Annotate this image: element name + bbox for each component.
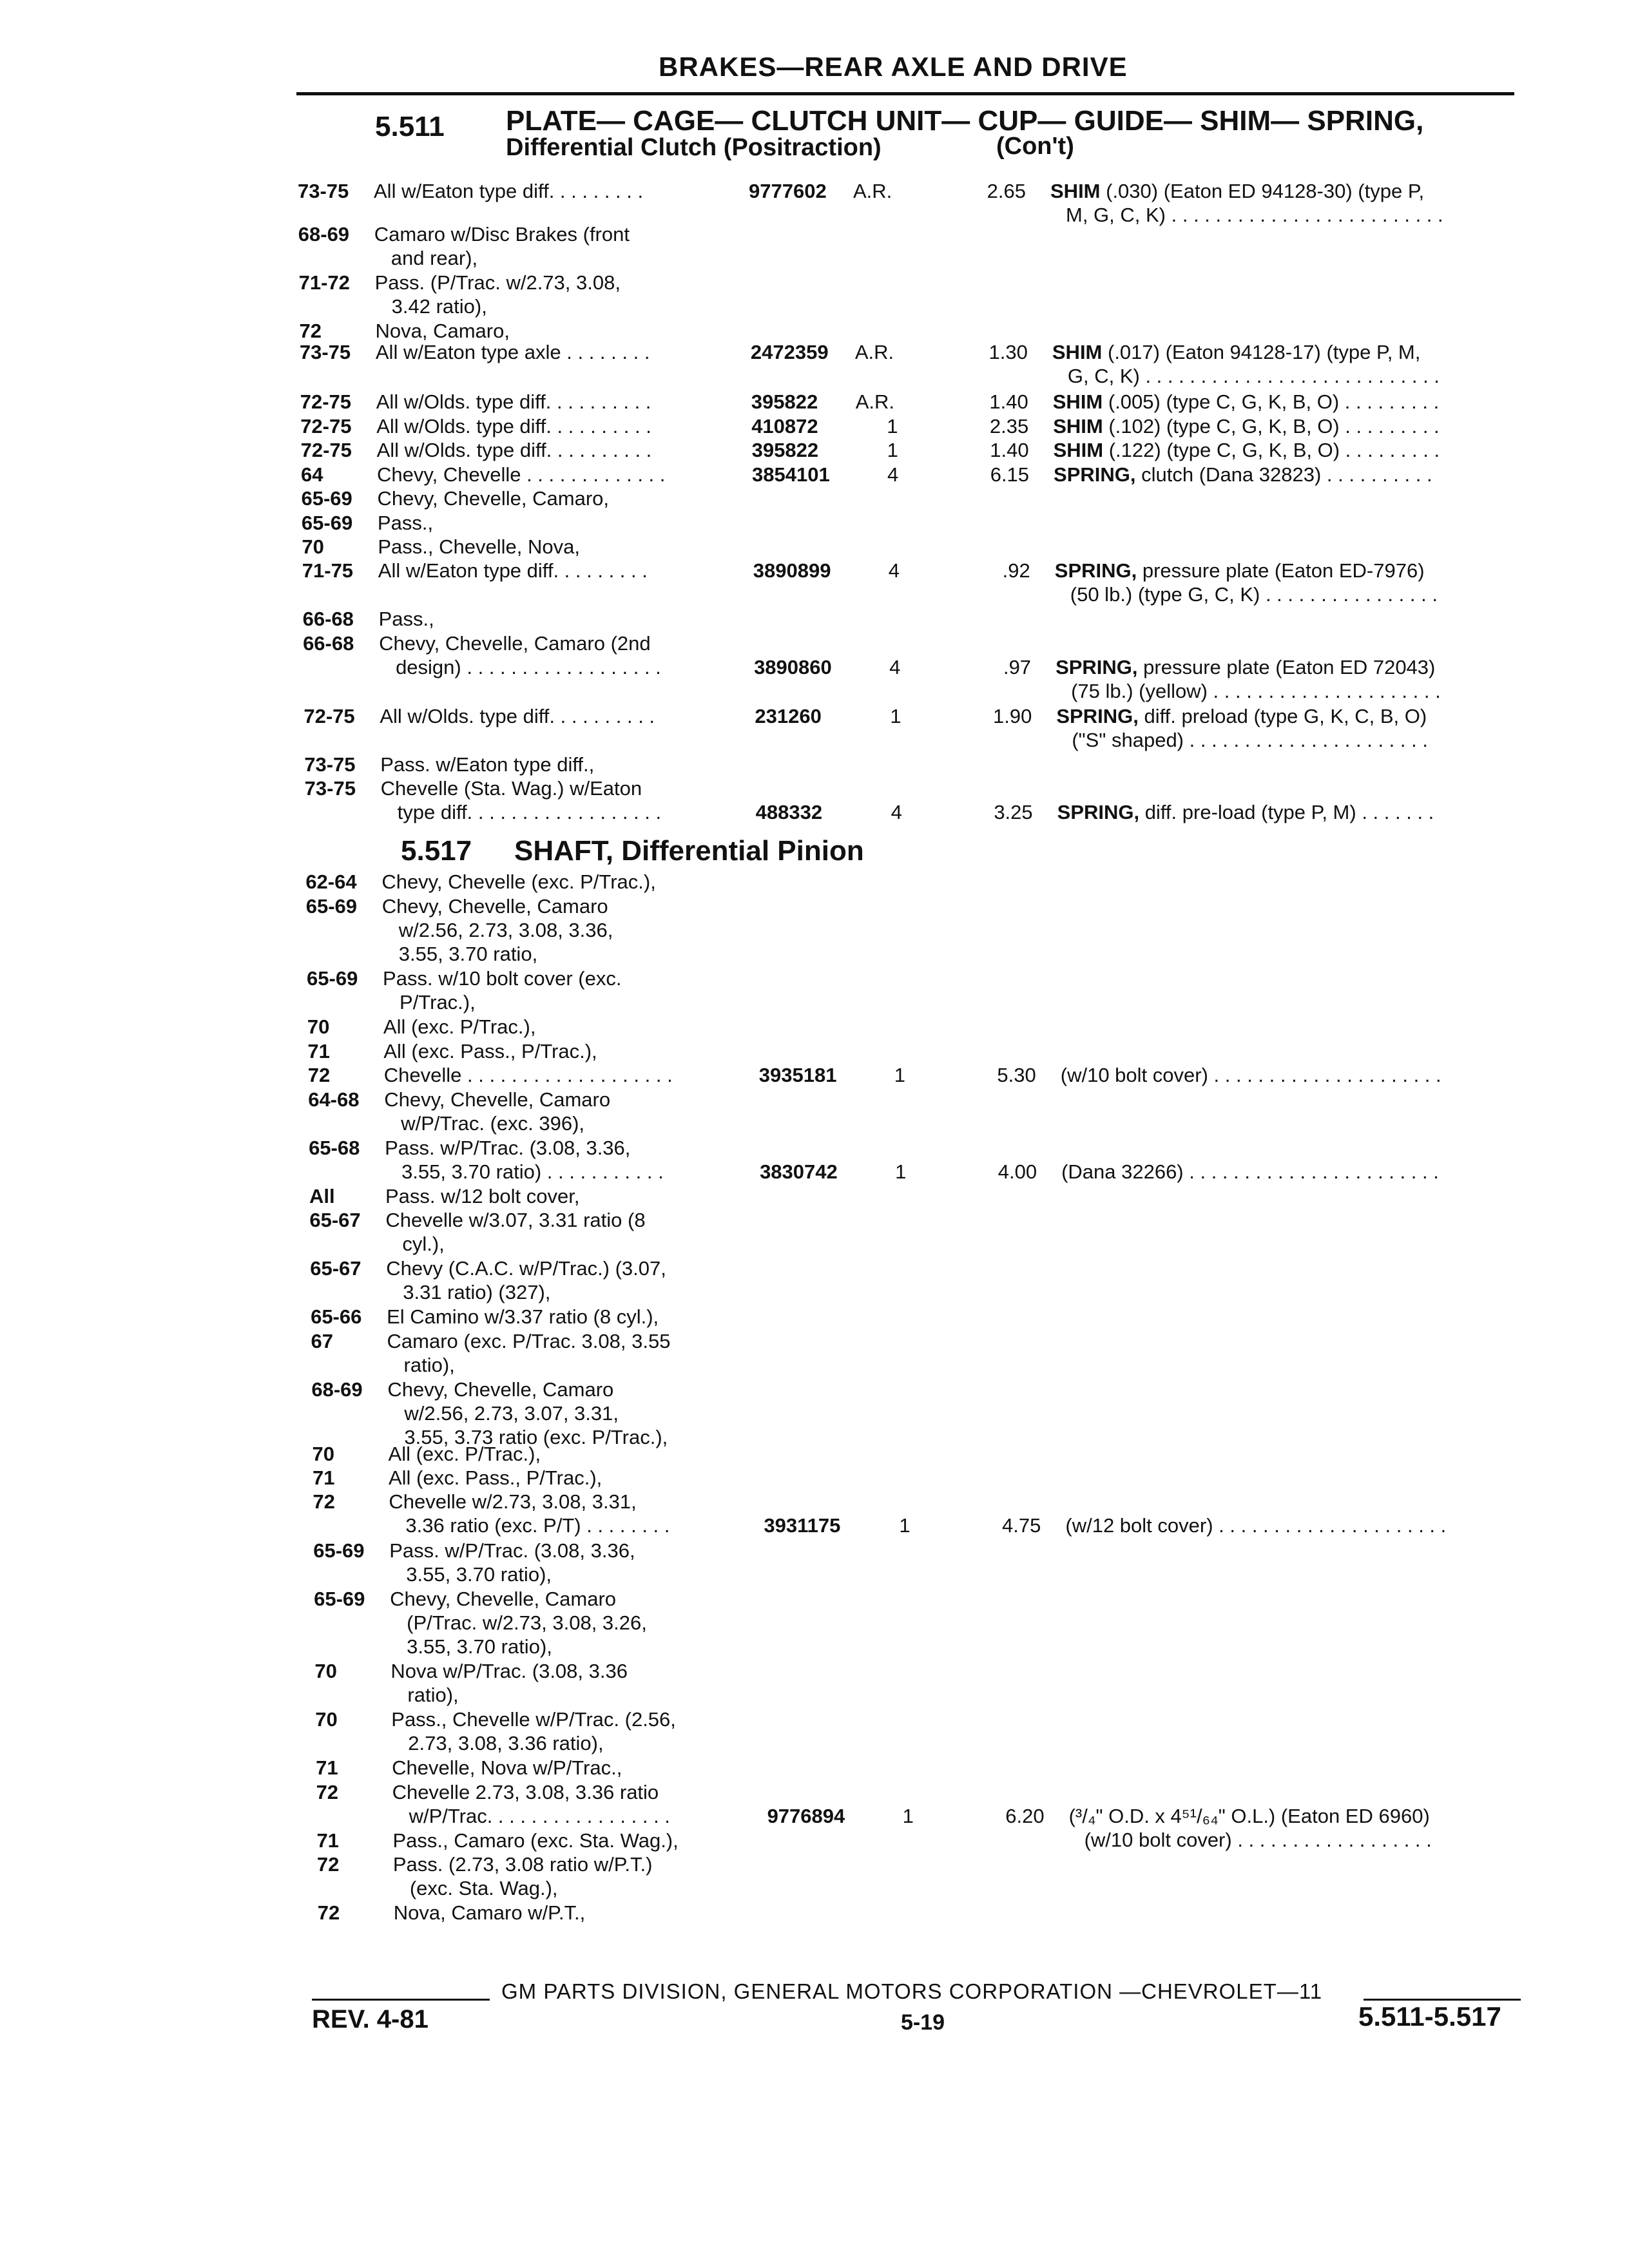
application-line: Chevelle . . . . . . . . . . . . . . . . . . . xyxy=(383,1064,673,1086)
application-line: (exc. Sta. Wag.), xyxy=(409,1877,558,1899)
application xyxy=(385,1136,1029,1184)
description-line: (75 lb.) (yellow) . . . . . . . . . . . . . . . . . . . . . xyxy=(1071,680,1441,702)
description-line: SPRING, clutch (Dana 32823) . . . . . . . . . . xyxy=(1054,463,1432,486)
part-number: 3890860 xyxy=(754,656,832,678)
application xyxy=(393,1852,1037,1900)
description-line: SHIM (.030) (Eaton ED 94128-30) (type P, xyxy=(1050,180,1425,202)
description-line: (50 lb.) (type G, C, K) . . . . . . . . . . . . . . . . xyxy=(1070,583,1438,606)
model-years: 70 xyxy=(307,1015,330,1038)
part-number: 3830742 xyxy=(760,1160,838,1183)
application xyxy=(383,1039,1028,1063)
description-line: (³/₄" O.D. x 4⁵¹/₆₄" O.L.) (Eaton ED 6960) xyxy=(1068,1805,1430,1827)
application-line: Chevy, Chevelle, Camaro xyxy=(387,1378,614,1401)
model-years: 70 xyxy=(312,1443,335,1465)
table-row xyxy=(311,1329,1536,1374)
model-years: 73-75 xyxy=(298,180,349,202)
model-years: 72 xyxy=(316,1853,340,1876)
application-line: ratio), xyxy=(403,1354,455,1376)
application xyxy=(376,340,1020,364)
page-header: BRAKES—REAR AXLE AND DRIVE xyxy=(659,52,1128,82)
price: 1.40 xyxy=(990,439,1029,461)
model-years: 62-64 xyxy=(305,870,357,893)
quantity: A.R. xyxy=(853,180,892,202)
table-row xyxy=(302,559,1527,604)
application-line: Pass. (P/Trac. w/2.73, 3.08, xyxy=(374,271,621,294)
price: 2.35 xyxy=(989,415,1029,437)
application-line: Pass. w/Eaton type diff., xyxy=(380,753,595,776)
table-row xyxy=(308,1088,1532,1133)
application-line: Pass., xyxy=(378,608,434,630)
table-row xyxy=(305,894,1530,965)
application xyxy=(390,1587,1034,1658)
description xyxy=(1065,1514,1529,1537)
application xyxy=(379,607,1023,631)
table-row xyxy=(305,776,1529,822)
table-row xyxy=(307,966,1531,1012)
table-row xyxy=(313,1490,1537,1535)
application xyxy=(378,535,1022,559)
part-name: SPRING, xyxy=(1057,801,1145,823)
model-years: 68-69 xyxy=(311,1378,363,1401)
section-continued-label: (Con't) xyxy=(996,133,1074,160)
application-line: 3.55, 3.70 ratio, xyxy=(398,943,538,965)
application-line: All w/Eaton type diff. . . . . . . . . xyxy=(374,180,644,202)
model-years: 64-68 xyxy=(308,1088,360,1111)
description xyxy=(1053,414,1517,438)
price: 6.20 xyxy=(1005,1805,1045,1827)
description xyxy=(1055,559,1519,606)
application xyxy=(389,1466,1033,1490)
application-line: Pass. (2.73, 3.08 ratio w/P.T.) xyxy=(392,1853,653,1876)
application xyxy=(378,559,1023,582)
model-years: 70 xyxy=(315,1708,338,1731)
application xyxy=(392,1780,1037,1828)
table-row xyxy=(309,1208,1534,1253)
application-line: All (exc. P/Trac.), xyxy=(388,1443,541,1465)
table-row xyxy=(318,1901,1542,1946)
application xyxy=(389,1539,1034,1586)
model-years: 66-68 xyxy=(303,632,354,655)
model-years: 66-68 xyxy=(302,608,354,630)
quantity: 1 xyxy=(890,705,901,727)
part-name: SPRING, xyxy=(1054,559,1142,582)
application xyxy=(384,1063,1028,1087)
quantity: 1 xyxy=(887,439,898,461)
part-number: 2472359 xyxy=(750,341,829,363)
part-number: 9777602 xyxy=(749,180,827,202)
application xyxy=(379,631,1023,679)
description-line: SHIM (.017) (Eaton 94128-17) (type P, M, xyxy=(1052,341,1421,363)
model-years: 67 xyxy=(311,1330,333,1352)
application-line: Chevy, Chevelle . . . . . . . . . . . . . xyxy=(377,463,666,486)
application-line: All (exc. Pass., P/Trac.), xyxy=(388,1466,602,1489)
footer-page-number: 5-19 xyxy=(901,2010,945,2035)
application xyxy=(383,1015,1028,1039)
table-row xyxy=(315,1707,1539,1753)
table-row xyxy=(311,1378,1536,1448)
table-row xyxy=(303,631,1527,702)
description-line: (w/12 bolt cover) . . . . . . . . . . . . . . . . . . . . . xyxy=(1065,1514,1447,1537)
application-line: Chevelle w/3.07, 3.31 ratio (8 xyxy=(385,1209,646,1231)
part-number: 9776894 xyxy=(767,1805,845,1827)
model-years: 72-75 xyxy=(300,439,352,461)
application-line: ratio), xyxy=(407,1684,459,1706)
price: 4.75 xyxy=(1002,1514,1041,1537)
model-years: 65-67 xyxy=(309,1209,361,1231)
description xyxy=(1053,390,1517,414)
part-number: 488332 xyxy=(755,801,823,823)
application-line: Chevelle, Nova w/P/Trac., xyxy=(392,1756,622,1779)
model-years: 65-69 xyxy=(301,487,352,510)
application-line: design) . . . . . . . . . . . . . . . . . . xyxy=(396,656,661,678)
model-years: 72-75 xyxy=(304,705,355,727)
model-years: 70 xyxy=(302,535,324,558)
application xyxy=(375,271,1019,318)
application xyxy=(385,1208,1030,1256)
table-row xyxy=(298,222,1523,267)
model-years: 65-68 xyxy=(309,1137,360,1159)
application-line: Chevy, Chevelle, Camaro xyxy=(384,1088,611,1111)
section-number: 5.517 xyxy=(401,835,472,867)
table-row xyxy=(309,1136,1533,1181)
model-years: 64 xyxy=(301,463,323,486)
application-line: All w/Olds. type diff. . . . . . . . . . xyxy=(376,390,651,413)
part-name: SHIM xyxy=(1052,390,1108,413)
application xyxy=(392,1756,1036,1780)
application xyxy=(386,1256,1030,1304)
footer-rule-left xyxy=(312,1999,490,2001)
description-line: SHIM (.005) (type C, G, K, B, O) . . . . . . . . . xyxy=(1052,390,1440,413)
application-line: Chevelle 2.73, 3.08, 3.36 ratio xyxy=(392,1781,659,1803)
description xyxy=(1050,179,1514,227)
application-line: Nova, Camaro, xyxy=(375,320,510,342)
application-line: Pass., Chevelle, Nova, xyxy=(378,535,580,558)
application-line: (P/Trac. w/2.73, 3.08, 3.26, xyxy=(407,1611,647,1634)
part-number: 410872 xyxy=(751,415,818,437)
footer-revision: REV. 4-81 xyxy=(312,2005,429,2033)
part-name: SPRING, xyxy=(1054,463,1142,486)
quantity: A.R. xyxy=(854,341,894,363)
model-years: 72 xyxy=(299,320,322,342)
part-name: SHIM xyxy=(1053,415,1109,437)
price: .92 xyxy=(1002,559,1030,582)
description xyxy=(1061,1160,1525,1184)
part-number: 3854101 xyxy=(752,463,830,486)
application-line: El Camino w/3.37 ratio (8 cyl.), xyxy=(387,1305,659,1328)
quantity: 4 xyxy=(891,801,902,823)
application-line: Camaro w/Disc Brakes (front xyxy=(374,223,630,245)
application xyxy=(389,1490,1033,1537)
description-line: SPRING, diff. preload (type G, K, C, B, O) xyxy=(1056,705,1427,727)
description xyxy=(1055,655,1519,703)
price: 6.15 xyxy=(990,463,1030,486)
application-line: All w/Eaton type axle . . . . . . . . xyxy=(375,341,650,363)
application-line: Nova w/P/Trac. (3.08, 3.36 xyxy=(390,1660,628,1682)
footer-rule-right xyxy=(1364,1999,1521,2001)
description-line: SHIM (.102) (type C, G, K, B, O) . . . . . . . . . xyxy=(1053,415,1440,437)
application xyxy=(377,463,1021,486)
application xyxy=(374,222,1019,270)
model-years: 73-75 xyxy=(304,777,356,800)
application xyxy=(380,753,1025,776)
description-line: (Dana 32266) . . . . . . . . . . . . . . . . . . . . . . . xyxy=(1061,1160,1439,1183)
part-name: SHIM xyxy=(1052,341,1108,363)
application xyxy=(392,1829,1037,1852)
application-line: 3.55, 3.73 ratio (exc. P/Trac.), xyxy=(404,1426,668,1448)
application-line: Pass., Chevelle w/P/Trac. (2.56, xyxy=(391,1708,676,1731)
application-line: Chevy, Chevelle (exc. P/Trac.), xyxy=(381,870,656,893)
application xyxy=(391,1707,1036,1755)
section-subtitle: Differential Clutch (Positraction) xyxy=(506,134,882,161)
application-line: w/P/Trac. (exc. 396), xyxy=(401,1112,585,1135)
model-years: 65-69 xyxy=(313,1539,365,1562)
footer-corporation: GM PARTS DIVISION, GENERAL MOTORS CORPORATION —CHEVROLET—11 xyxy=(501,1979,1323,2003)
table-row xyxy=(313,1539,1537,1584)
application-line: 2.73, 3.08, 3.36 ratio), xyxy=(408,1732,604,1754)
application xyxy=(387,1329,1032,1377)
quantity: 4 xyxy=(887,463,899,486)
application xyxy=(375,319,1019,343)
application xyxy=(394,1901,1038,1925)
model-years: 73-75 xyxy=(304,753,356,776)
application-line: All (exc. Pass., P/Trac.), xyxy=(383,1040,597,1062)
application-line: Pass. w/P/Trac. (3.08, 3.36, xyxy=(389,1539,635,1562)
application xyxy=(378,511,1022,535)
application-line: Chevy, Chevelle, Camaro, xyxy=(377,487,609,510)
application-line: Nova, Camaro w/P.T., xyxy=(393,1901,586,1924)
table-row xyxy=(304,704,1528,749)
application-line: 3.55, 3.70 ratio) . . . . . . . . . . . xyxy=(401,1160,664,1183)
price: .97 xyxy=(1003,656,1032,678)
quantity: 1 xyxy=(894,1064,906,1086)
application-line: and rear), xyxy=(390,247,478,269)
table-row xyxy=(299,271,1523,316)
model-years: 65-67 xyxy=(310,1257,361,1280)
application xyxy=(389,1442,1033,1466)
section-title: SHAFT, Differential Pinion xyxy=(514,835,864,867)
model-years: 72 xyxy=(307,1064,331,1086)
quantity: A.R. xyxy=(855,390,895,413)
model-years: 71-75 xyxy=(302,559,354,582)
description xyxy=(1054,438,1518,462)
part-number: 231260 xyxy=(755,705,822,727)
model-years: 70 xyxy=(314,1660,337,1682)
price: 1.40 xyxy=(989,390,1028,413)
model-years: 72 xyxy=(317,1901,340,1924)
application-line: 3.36 ratio (exc. P/T) . . . . . . . . xyxy=(405,1514,670,1537)
price: 1.30 xyxy=(988,341,1028,363)
application-line: Chevelle (Sta. Wag.) w/Eaton xyxy=(380,777,642,800)
application-line: Pass. w/12 bolt cover, xyxy=(385,1185,580,1207)
application-line: Pass. w/P/Trac. (3.08, 3.36, xyxy=(385,1137,631,1159)
section-number: 5.511 xyxy=(375,111,445,142)
model-years: 68-69 xyxy=(298,223,350,245)
application-line: w/P/Trac. . . . . . . . . . . . . . . . . xyxy=(409,1805,670,1827)
application xyxy=(381,776,1025,824)
application-line: cyl.), xyxy=(402,1233,445,1255)
part-name: SHIM xyxy=(1050,180,1106,202)
table-row xyxy=(298,179,1522,224)
application-line: Chevy, Chevelle, Camaro xyxy=(390,1588,617,1610)
application xyxy=(381,870,1026,894)
application-line: P/Trac.), xyxy=(400,991,476,1014)
description xyxy=(1057,800,1521,824)
description-line: G, C, K) . . . . . . . . . . . . . . . . . . . . . . . . . . . xyxy=(1067,365,1440,387)
application xyxy=(387,1305,1031,1329)
price: 3.25 xyxy=(994,801,1033,823)
model-years: 72 xyxy=(316,1781,339,1803)
table-row xyxy=(317,1852,1541,1898)
price: 2.65 xyxy=(987,180,1026,202)
model-years: 65-69 xyxy=(301,512,353,534)
application-line: Camaro (exc. P/Trac. 3.08, 3.55 xyxy=(387,1330,671,1352)
application xyxy=(383,966,1027,1014)
part-number: 3931175 xyxy=(764,1514,841,1537)
model-years: 71 xyxy=(307,1040,330,1062)
description xyxy=(1052,340,1516,388)
table-row xyxy=(310,1256,1534,1302)
application xyxy=(385,1184,1030,1208)
application-line: type diff. . . . . . . . . . . . . . . . . . xyxy=(397,801,662,823)
application-line: Pass. w/10 bolt cover (exc. xyxy=(383,967,622,990)
application-line: All w/Olds. type diff. . . . . . . . . . xyxy=(380,705,655,727)
model-years: 72 xyxy=(313,1490,335,1513)
model-years: 65-69 xyxy=(307,967,358,990)
model-years: 65-66 xyxy=(311,1305,362,1328)
application-line: 3.31 ratio) (327), xyxy=(403,1281,551,1303)
application-line: Chevelle w/2.73, 3.08, 3.31, xyxy=(389,1490,637,1513)
application-line: All (exc. P/Trac.), xyxy=(383,1015,536,1038)
quantity: 1 xyxy=(902,1805,914,1827)
table-row xyxy=(314,1659,1539,1704)
application-line: Chevy (C.A.C. w/P/Trac.) (3.07, xyxy=(386,1257,666,1280)
application-line: All w/Olds. type diff. . . . . . . . . . xyxy=(376,415,651,437)
application-line: Chevy, Chevelle, Camaro xyxy=(381,895,608,918)
model-years: 71 xyxy=(312,1466,335,1489)
application xyxy=(390,1659,1035,1707)
application-line: w/2.56, 2.73, 3.08, 3.36, xyxy=(398,919,613,941)
table-row xyxy=(300,340,1524,385)
price: 1.90 xyxy=(993,705,1032,727)
description-line: SPRING, pressure plate (Eaton ED 72043) xyxy=(1055,656,1436,678)
description xyxy=(1056,704,1520,752)
model-years: 72-75 xyxy=(300,390,352,413)
quantity: 4 xyxy=(888,559,900,582)
part-number: 395822 xyxy=(751,439,819,461)
description xyxy=(1061,1063,1525,1087)
part-number: 395822 xyxy=(751,390,818,413)
application xyxy=(376,390,1021,414)
application-line: Pass., xyxy=(377,512,434,534)
application xyxy=(380,704,1024,728)
model-years: All xyxy=(309,1185,335,1207)
description-line: (w/10 bolt cover) . . . . . . . . . . . . . . . . . . xyxy=(1084,1829,1432,1851)
model-years: 73-75 xyxy=(299,341,351,363)
application-line: All w/Olds. type diff. . . . . . . . . . xyxy=(376,439,652,461)
table-row xyxy=(314,1587,1538,1658)
application-line: 3.42 ratio), xyxy=(391,295,487,318)
model-years: 65-69 xyxy=(305,895,358,918)
part-name: SPRING, xyxy=(1055,656,1144,678)
application xyxy=(384,1088,1028,1135)
application xyxy=(374,179,1018,203)
application xyxy=(382,894,1027,966)
quantity: 1 xyxy=(887,415,898,437)
price: 5.30 xyxy=(997,1064,1036,1086)
application xyxy=(377,438,1021,462)
quantity: 1 xyxy=(899,1514,911,1537)
header-rule xyxy=(296,92,1514,95)
quantity: 1 xyxy=(895,1160,907,1183)
description-line: (w/10 bolt cover) . . . . . . . . . . . . . . . . . . . . . xyxy=(1060,1064,1441,1086)
description-line: SHIM (.122) (type C, G, K, B, O) . . . . . . . . . xyxy=(1053,439,1440,461)
application-line: w/2.56, 2.73, 3.07, 3.31, xyxy=(404,1402,619,1425)
description-line: SPRING, diff. pre-load (type P, M) . . . . . . . xyxy=(1057,801,1434,823)
model-years: 71-72 xyxy=(298,271,350,294)
part-name: SPRING, xyxy=(1056,705,1144,727)
description xyxy=(1054,463,1518,486)
footer-section-range: 5.511-5.517 xyxy=(1358,2001,1501,2032)
part-name: SHIM xyxy=(1053,439,1109,461)
section-title: PLATE— CAGE— CLUTCH UNIT— CUP— GUIDE— SHIM— SPRING, xyxy=(506,105,1424,137)
application-line: Pass., Camaro (exc. Sta. Wag.), xyxy=(392,1829,679,1852)
application-line: 3.55, 3.70 ratio), xyxy=(406,1563,552,1586)
model-years: 72-75 xyxy=(300,415,352,437)
model-years: 65-69 xyxy=(314,1588,365,1610)
application-line: Chevy, Chevelle, Camaro (2nd xyxy=(379,632,651,655)
quantity: 4 xyxy=(889,656,901,678)
application xyxy=(376,414,1021,438)
part-number: 3890899 xyxy=(753,559,831,582)
application-line: 3.55, 3.70 ratio), xyxy=(407,1635,552,1658)
model-years: 71 xyxy=(316,1829,339,1852)
price: 4.00 xyxy=(998,1160,1037,1183)
model-years: 71 xyxy=(316,1756,338,1779)
application-line: All w/Eaton type diff. . . . . . . . . xyxy=(378,559,648,582)
application xyxy=(387,1378,1032,1449)
application xyxy=(377,486,1021,510)
description-line: SPRING, pressure plate (Eaton ED-7976) xyxy=(1054,559,1425,582)
description-line: M, G, C, K) . . . . . . . . . . . . . . . . . . . . . . . . . xyxy=(1066,204,1443,226)
part-number: 3935181 xyxy=(758,1064,837,1086)
description-line: ("S" shaped) . . . . . . . . . . . . . . . . . . . . . . xyxy=(1072,729,1428,751)
